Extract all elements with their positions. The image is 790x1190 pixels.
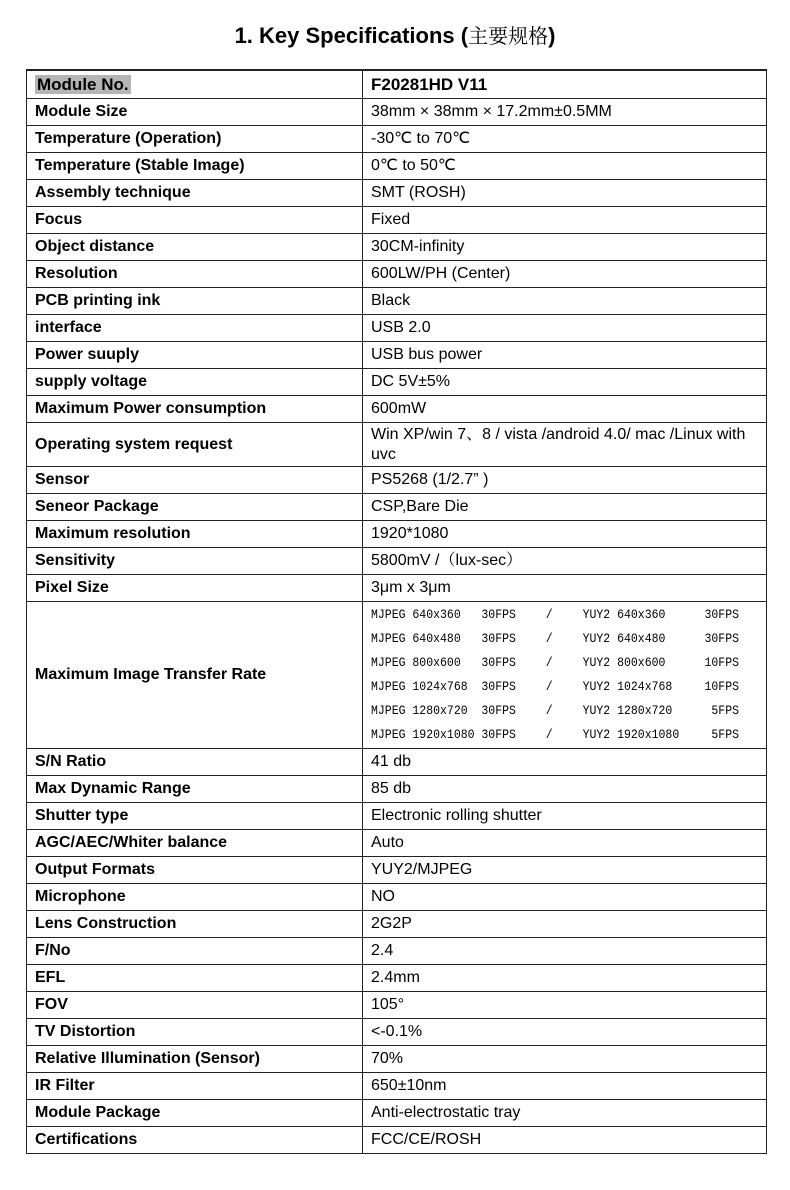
spec-value: 3μm x 3μm	[363, 575, 767, 602]
table-row	[27, 575, 767, 602]
rate-cell: /	[545, 680, 553, 694]
table-row	[27, 288, 767, 315]
table-row	[27, 749, 767, 776]
rate-cell: MJPEG 640x360	[371, 608, 461, 622]
table-row	[27, 234, 767, 261]
spec-table	[26, 69, 767, 1154]
spec-key: Object distance	[27, 234, 363, 261]
spec-key: supply voltage	[27, 369, 363, 396]
rate-cell: /	[545, 632, 553, 646]
spec-value: 1920*1080	[363, 521, 767, 548]
spec-value: 2.4mm	[363, 965, 767, 992]
rate-cell: MJPEG 640x480	[371, 632, 461, 646]
spec-value: 2.4	[363, 938, 767, 965]
rate-cell: YUY2 640x480	[582, 632, 666, 646]
rate-cell: 30FPS	[481, 656, 516, 670]
transfer-rate-line	[371, 627, 739, 651]
rate-cell: 10FPS	[704, 656, 739, 670]
transfer-rate-line	[371, 603, 739, 627]
spec-value: Electronic rolling shutter	[363, 803, 767, 830]
spec-key: Module Size	[27, 99, 363, 126]
table-row	[27, 396, 767, 423]
rate-cell: 30FPS	[704, 608, 739, 622]
spec-value: DC 5V±5%	[363, 369, 767, 396]
table-row	[27, 938, 767, 965]
rate-cell: /	[545, 704, 553, 718]
rate-cell: 30FPS	[481, 728, 516, 742]
spec-value: Fixed	[363, 207, 767, 234]
rate-cell: MJPEG 800x600	[371, 656, 461, 670]
spec-value: 85 db	[363, 776, 767, 803]
spec-value: 105°	[363, 992, 767, 1019]
table-row	[27, 884, 767, 911]
spec-value: SMT (ROSH)	[363, 180, 767, 207]
table-row	[27, 153, 767, 180]
spec-key: TV Distortion	[27, 1019, 363, 1046]
spec-key: Power suuply	[27, 342, 363, 369]
spec-value: Win XP/win 7、8 / vista /android 4.0/ mac /Linux with uvc	[363, 423, 767, 467]
table-row	[27, 521, 767, 548]
table-row	[27, 830, 767, 857]
title-text: 1. Key Specifications (	[234, 23, 469, 48]
spec-value: 41 db	[363, 749, 767, 776]
spec-value: Auto	[363, 830, 767, 857]
table-row	[27, 1073, 767, 1100]
rate-cell: MJPEG 1280x720	[371, 704, 468, 718]
spec-value: 5800mV /（lux-sec）	[363, 548, 767, 575]
table-row	[27, 992, 767, 1019]
spec-value: 70%	[363, 1046, 767, 1073]
spec-key: Sensor	[27, 467, 363, 494]
rate-cell: /	[545, 656, 553, 670]
table-row	[27, 1046, 767, 1073]
rate-cell: 30FPS	[481, 704, 516, 718]
spec-value: Anti-electrostatic tray	[363, 1100, 767, 1127]
rate-cell: /	[545, 608, 553, 622]
table-row	[27, 369, 767, 396]
transfer-rate-list	[363, 602, 767, 749]
spec-value: NO	[363, 884, 767, 911]
rate-cell: MJPEG 1024x768	[371, 680, 468, 694]
spec-key: Max Dynamic Range	[27, 776, 363, 803]
table-row	[27, 467, 767, 494]
spec-key: AGC/AEC/Whiter balance	[27, 830, 363, 857]
spec-key: Output Formats	[27, 857, 363, 884]
table-row	[27, 548, 767, 575]
spec-value: <-0.1%	[363, 1019, 767, 1046]
spec-key: Module Package	[27, 1100, 363, 1127]
spec-key: Pixel Size	[27, 575, 363, 602]
rate-cell: 5FPS	[711, 728, 739, 742]
spec-value: 38mm × 38mm × 17.2mm±0.5MM	[363, 99, 767, 126]
module-no-value: F20281HD V11	[363, 70, 767, 99]
transfer-rate-line	[371, 651, 739, 675]
spec-value: 30CM-infinity	[363, 234, 767, 261]
spec-key: IR Filter	[27, 1073, 363, 1100]
spec-key: Shutter type	[27, 803, 363, 830]
module-no-label: Module No.	[37, 74, 129, 94]
spec-key: PCB printing ink	[27, 288, 363, 315]
table-row	[27, 126, 767, 153]
rate-cell: 10FPS	[704, 680, 739, 694]
spec-key: Resolution	[27, 261, 363, 288]
rate-cell: /	[545, 728, 553, 742]
spec-key: Certifications	[27, 1127, 363, 1154]
rate-cell: MJPEG 1920x1080	[371, 728, 475, 742]
table-row	[27, 857, 767, 884]
spec-value: CSP,Bare Die	[363, 494, 767, 521]
spec-value: 600mW	[363, 396, 767, 423]
spec-key: Microphone	[27, 884, 363, 911]
spec-key: Focus	[27, 207, 363, 234]
spec-value: 650±10nm	[363, 1073, 767, 1100]
spec-value: FCC/CE/ROSH	[363, 1127, 767, 1154]
transfer-rate-line	[371, 723, 739, 747]
table-row	[27, 803, 767, 830]
table-row	[27, 99, 767, 126]
spec-key: Temperature (Operation)	[27, 126, 363, 153]
spec-key	[27, 70, 363, 99]
spec-key: FOV	[27, 992, 363, 1019]
spec-key: Seneor Package	[27, 494, 363, 521]
rate-cell: 5FPS	[711, 704, 739, 718]
spec-key: interface	[27, 315, 363, 342]
transfer-rate-line	[371, 699, 739, 723]
page-title	[0, 20, 790, 49]
title-cn: 主要规格	[468, 24, 549, 48]
table-row	[27, 207, 767, 234]
rate-cell: 30FPS	[481, 608, 516, 622]
table-row	[27, 180, 767, 207]
table-row	[27, 911, 767, 938]
spec-key: S/N Ratio	[27, 749, 363, 776]
table-row	[27, 423, 767, 467]
spec-value: USB bus power	[363, 342, 767, 369]
transfer-rate-line	[371, 675, 739, 699]
spec-key: EFL	[27, 965, 363, 992]
spec-value: 0℃ to 50℃	[363, 153, 767, 180]
spec-key: Maximum Power consumption	[27, 396, 363, 423]
rate-cell: 30FPS	[481, 680, 516, 694]
title-close: )	[548, 23, 556, 48]
table-row	[27, 602, 767, 749]
table-row	[27, 70, 767, 99]
table-row	[27, 1127, 767, 1154]
spec-value: PS5268 (1/2.7” )	[363, 467, 767, 494]
rate-cell: YUY2 1920x1080	[582, 728, 680, 742]
spec-value: Black	[363, 288, 767, 315]
rate-cell: YUY2 1024x768	[582, 680, 673, 694]
table-row	[27, 776, 767, 803]
spec-key: Sensitivity	[27, 548, 363, 575]
spec-key: Maximum Image Transfer Rate	[27, 602, 363, 749]
rate-cell: 30FPS	[704, 632, 739, 646]
table-row	[27, 261, 767, 288]
spec-key: Temperature (Stable Image)	[27, 153, 363, 180]
spec-key: F/No	[27, 938, 363, 965]
spec-value: YUY2/MJPEG	[363, 857, 767, 884]
spec-key: Relative Illumination (Sensor)	[27, 1046, 363, 1073]
rate-cell: 30FPS	[481, 632, 516, 646]
table-row	[27, 342, 767, 369]
rate-cell: YUY2 800x600	[582, 656, 666, 670]
spec-key: Lens Construction	[27, 911, 363, 938]
table-row	[27, 494, 767, 521]
spec-value: 600LW/PH (Center)	[363, 261, 767, 288]
table-row	[27, 965, 767, 992]
table-row	[27, 1100, 767, 1127]
spec-key: Operating system request	[27, 423, 363, 467]
rate-cell: YUY2 1280x720	[582, 704, 673, 718]
rate-cell: YUY2 640x360	[582, 608, 666, 622]
spec-value: -30℃ to 70℃	[363, 126, 767, 153]
spec-key: Assembly technique	[27, 180, 363, 207]
spec-value: 2G2P	[363, 911, 767, 938]
spec-value: USB 2.0	[363, 315, 767, 342]
spec-key: Maximum resolution	[27, 521, 363, 548]
table-row	[27, 315, 767, 342]
table-row	[27, 1019, 767, 1046]
